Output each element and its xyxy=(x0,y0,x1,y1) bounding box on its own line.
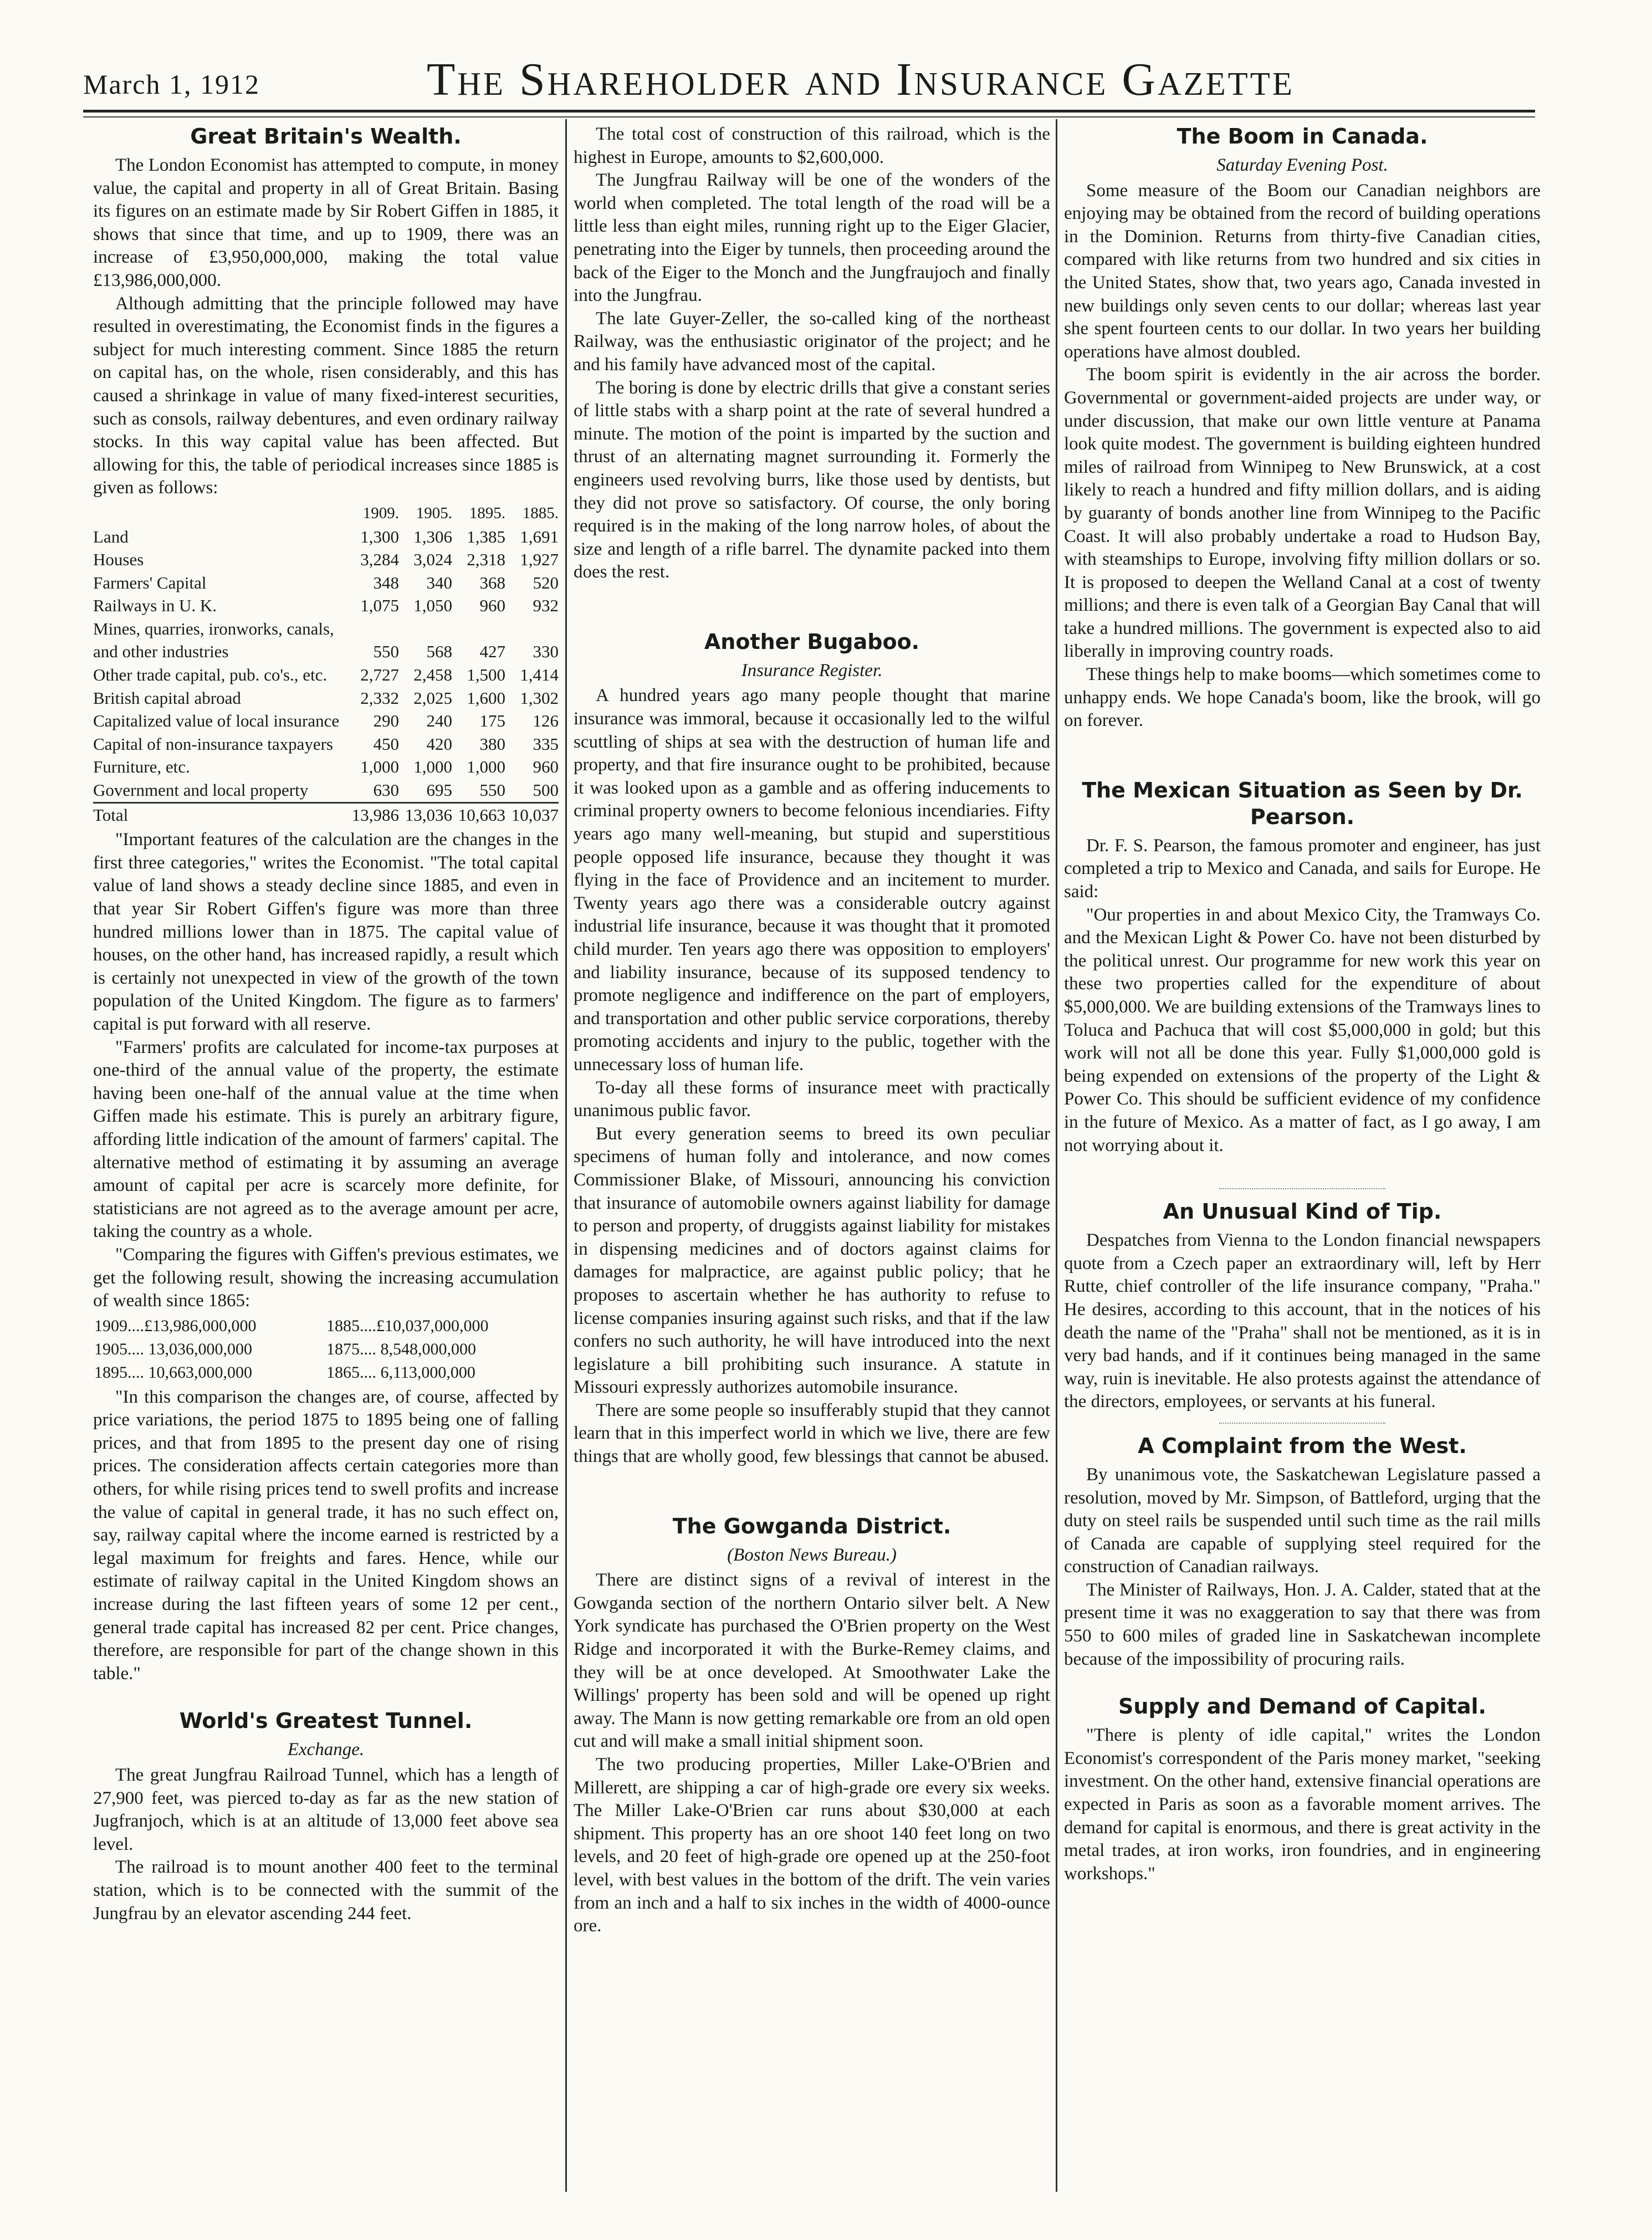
cell: 960 xyxy=(479,596,505,616)
cell: 1,302 xyxy=(520,688,559,708)
year-header: 1905. xyxy=(416,504,452,522)
year-header: 1909. xyxy=(362,504,399,522)
newspaper-title: The Shareholder and Insurance Gazette xyxy=(427,54,1295,105)
article-title-great-britains-wealth: Great Britain's Wealth. xyxy=(190,124,462,149)
cell: 1,306 xyxy=(413,526,452,546)
table-row xyxy=(94,1338,558,1361)
table-total-row xyxy=(93,802,559,826)
table-row xyxy=(93,755,559,779)
paragraph: The boom spirit is evidently in the air across the border. Governmental or government-aided projects are under way, or under discussion, that make our own little venture at Panama look quite modest. The government is building eighteen hundred miles of railroad from Winnipeg to New Brunswick, at a cost likely to reach a hundred and fifty million dollars, and is aiding by guaranty of bonds another line from Winnipeg to the Pacific Coast. It will also probably undertake a road to Hudson Bay, with steamships to Europe, involving fifty million dollars or so. It is proposed to deepen the Welland Canal at a cost of twenty millions; and there is even talk of a Georgian Bay Canal that will take a hundred millions. The government is expected also to aid liberally in improving country roads. xyxy=(1064,365,1541,662)
year-header: 1895. xyxy=(469,504,505,522)
cell: 1,691 xyxy=(520,526,559,546)
year-header: 1885. xyxy=(522,504,559,522)
cell: 1905.... 13,036,000,000 xyxy=(94,1339,252,1358)
cell: 1885....£10,037,000,000 xyxy=(326,1316,489,1335)
article-source: Saturday Evening Post. xyxy=(1216,155,1388,175)
paragraph: The total cost of construction of this railroad, which is the highest in Europe, amounts to $2,600,000. xyxy=(574,124,1050,167)
article-title-gowganda-district: The Gowganda District. xyxy=(672,1513,952,1538)
cell: 1,500 xyxy=(467,665,505,685)
paragraph: "Important features of the calculation are the changes in the first three categories," writes the Economist. "The total capital value of land shows a steady decline since 1885, and even in that year Sir Robert Giffen's figure was more than three hundred millions lower than in 1875. The capital value of houses, on the other hand, has increased rapidly, a result which is certainly not unexpected in view of the growth of the town population of the United Kingdom. The figure as to farmers' capital is put forward with all reserve. xyxy=(93,830,559,1034)
article-title-unusual-kind-of-tip: An Unusual Kind of Tip. xyxy=(1163,1199,1442,1224)
masthead-rule-thin xyxy=(83,116,1535,117)
cell: 2,458 xyxy=(413,665,452,685)
row-label: Total xyxy=(93,802,346,826)
cell: 550 xyxy=(373,642,399,662)
cell: 240 xyxy=(426,711,452,731)
paragraph: To-day all these forms of insurance meet with practically unanimous public favor. xyxy=(574,1077,1050,1121)
row-label: British capital abroad xyxy=(93,688,241,708)
cell: 348 xyxy=(373,572,399,592)
cell: 520 xyxy=(533,572,559,592)
cell: 340 xyxy=(426,572,452,592)
issue-date: March 1, 1912 xyxy=(83,69,260,100)
cell: 1,050 xyxy=(413,596,452,616)
table-row xyxy=(93,779,559,802)
cell: 2,727 xyxy=(360,665,399,685)
cell: 450 xyxy=(373,734,399,754)
article-title-boom-in-canada: The Boom in Canada. xyxy=(1177,124,1428,149)
cell: 10,037 xyxy=(505,802,559,826)
cell: 1,000 xyxy=(413,757,452,777)
cell: 1,927 xyxy=(520,550,559,570)
column-1 xyxy=(93,123,559,1925)
masthead-rule xyxy=(83,110,1535,112)
article-source: (Boston News Bureau.) xyxy=(727,1545,897,1565)
paragraph: There are distinct signs of a revival of interest in the Gowganda section of the northern Ontario silver belt. A New York syndicate has purchased the O'Brien property on the West Ridge and incorporated it with the Burke-Remey claims, and they will be at once developed. At Smoothwater Lake the Willings' property has been sold and will be opened up right away. The Mann is now getting remarkable ore from an old open cut and will make a small initial shipment soon. xyxy=(574,1570,1050,1752)
row-label: Mines, quarries, ironworks, canals, and other industries xyxy=(93,618,334,662)
paragraph: The two producing properties, Miller Lake-O'Brien and Millerett, are shipping a car of high-grade ore every six weeks. The Miller Lake-O'Brien car runs about $30,000 at each shipment. This property has an ore shoot 140 feet long on two levels, and 20 feet of high-grade ore opened up at the 250-foot level, with best values in the bottom of the drift. The vein varies from an inch and a half to six inches in the width of 4000-ounce ore. xyxy=(574,1755,1050,1936)
table-row xyxy=(93,663,559,687)
table-row xyxy=(93,709,559,733)
paragraph: Dr. F. S. Pearson, the famous promoter and engineer, has just completed a trip to Mexico and Canada, and sails for Europe. He said: xyxy=(1064,835,1541,902)
cell: 1865.... 6,113,000,000 xyxy=(326,1363,475,1382)
cell: 330 xyxy=(533,642,559,662)
table-row xyxy=(93,525,559,549)
row-label: Capital of non-insurance taxpayers xyxy=(93,734,333,754)
cell: 1,000 xyxy=(360,757,399,777)
table-row xyxy=(93,594,559,617)
paragraph: The boring is done by electric drills that give a constant series of little stabs with a sharp point at the rate of several hundred a minute. The motion of the point is imparted by the suction and thrust of an alternating magnet surrounding it. Formerly the engineers used revolving burrs, like those used by dentists, but they did not prove so satisfactory. Of course, the only boring required is in the making of the long narrow holes, of about the size and length of a rifle barrel. The dynamite packed into them does the rest. xyxy=(574,377,1050,582)
article-title-supply-and-demand: Supply and Demand of Capital. xyxy=(1118,1694,1486,1719)
column-2 xyxy=(574,123,1050,1938)
cell: 2,025 xyxy=(413,688,452,708)
cell: 550 xyxy=(479,780,505,800)
row-label: Government and local property xyxy=(93,780,309,800)
article-source: Exchange. xyxy=(287,1740,365,1760)
article-title-another-bugaboo: Another Bugaboo. xyxy=(704,629,920,654)
cell: 335 xyxy=(533,734,559,754)
wealth-table xyxy=(93,502,559,826)
article-source: Insurance Register. xyxy=(741,660,883,681)
column-3 xyxy=(1064,123,1541,1885)
cell: 1,385 xyxy=(467,526,505,546)
cell: 1895.... 10,663,000,000 xyxy=(94,1363,252,1382)
paragraph: The London Economist has attempted to compute, in money value, the capital and property in all of Great Britain. Basing its figures on an estimate made by Sir Robert Giffen in 1885, it shows that since that time, and up to 1909, there was an increase of £3,950,000,000, making the total value £13,986,000,000. xyxy=(93,155,559,290)
section-separator xyxy=(1219,1423,1385,1424)
cell: 568 xyxy=(426,642,452,662)
paragraph: "In this comparison the changes are, of course, affected by price variations, the period 1875 to 1895 being one of falling prices, and that from 1895 to the present day one of rising prices. The consideration affects certain categories more than others, for while rising prices tend to swell profits and increase the value of capital in general trade, it has no such effect on, say, railway capital where the income earned is restricted by a legal maximum for freights and fares. Hence, while our estimate of railway capital in the United Kingdom shows an increase during the last fifteen years of some 12 per cent., general trade capital has increased 82 per cent. Price changes, therefore, are responsible for part of the change shown in this table." xyxy=(93,1387,559,1684)
paragraph: Despatches from Vienna to the London financial newspapers quote from a Czech paper an extraordinary will, left by Herr Rutte, chief controller of the life insurance company, "Praha." He desires, according to this account, that in the notices of his death the name of the "Praha" shall not be mentioned, as it is in very bad hands, and if it continues being managed in the same way, ruin is inevitable. He also protests against the attendance of the directors, employees, or servants at his funeral. xyxy=(1064,1230,1541,1412)
table-row xyxy=(93,571,559,595)
cell: 1,414 xyxy=(520,665,559,685)
section-separator xyxy=(1219,1188,1385,1189)
table-row xyxy=(93,687,559,710)
paragraph: By unanimous vote, the Saskatchewan Legislature passed a resolution, moved by Mr. Simpson, of Battleford, urging that the duty on steel rails be suspended until such time as the rail mills of Canada are capable of supplying steel required for the construction of Canadian railways. xyxy=(1064,1464,1541,1577)
article-title-complaint-from-west: A Complaint from the West. xyxy=(1138,1433,1467,1458)
cell: 3,284 xyxy=(360,550,399,570)
paragraph: "Our properties in and about Mexico City, the Tramways Co. and the Mexican Light & Power Co. have not been disturbed by the political unrest. Our programme for new work this year on these two properties called for the expenditure of about $5,000,000. We are building extensions of the Tramways lines to Toluca and Pachuca that will cost $5,000,000 in gold; but this work will not all be done this year. Fully $1,000,000 gold is being expended on extensions of the property of the Light & Power Co. This should be sufficient evidence of my confidence in the future of Mexico. As a matter of fact, as I go away, I am not worrying about it. xyxy=(1064,904,1541,1155)
row-label: Railways in U. K. xyxy=(93,596,217,616)
table-row xyxy=(93,548,559,571)
paragraph: But every generation seems to breed its own peculiar specimens of human folly and intolerance, and now comes Commissioner Blake, of Missouri, announcing his conviction that insurance of automobile owners against liability for damage to person and property, of druggists against liability for mistakes in dispensing medicines and of doctors against claims for damages for malpractice, are against public policy; that he proposes to ascertain whether he has authority to refuse to license companies insuring against such risks, and that if the law confers no such authority, he will have introduced into the next legislature a bill prohibiting such insurance. A statute in Missouri expressly authorizes automobile insurance. xyxy=(574,1123,1050,1398)
paragraph: Although admitting that the principle followed may have resulted in overestimating, the Economist finds in the figures a subject for much interesting comment. Since 1885 the return on capital has, on the whole, risen considerably, and this has caused a shrinkage in value of many fixed-interest securities, such as consols, railway debentures, and even ordinary railway stocks. In this way capital value has been affected. But allowing for this, the table of periodical increases since 1885 is given as follows: xyxy=(93,293,559,498)
row-label: Other trade capital, pub. co's., etc. xyxy=(93,665,328,685)
cell: 2,318 xyxy=(467,550,505,570)
cell: 175 xyxy=(479,711,505,731)
row-label: Furniture, etc. xyxy=(93,757,190,777)
row-label: Land xyxy=(93,526,129,546)
cell: 1,600 xyxy=(467,688,505,708)
table-row xyxy=(94,1362,558,1384)
column-divider-2 xyxy=(1056,119,1057,2192)
paragraph: The railroad is to mount another 400 feet to the terminal station, which is to be connected with the summit of the Jungfrau by an elevator ascending 244 feet. xyxy=(93,1857,559,1924)
paragraph: The Minister of Railways, Hon. J. A. Calder, stated that at the present time it was no exaggeration to say that there was from 550 to 600 miles of graded line in Saskatchewan incomplete because of the impossibility of procuring rails. xyxy=(1064,1579,1541,1669)
paragraph: A hundred years ago many people thought that marine insurance was immoral, because it occasionally led to the wilful scuttling of ships at sea with the destruction of human life and property, and that fire insurance ought to be prohibited, because it was looked upon as a gamble and as offering inducements to criminal property owners to become felonious incendiaries. Fifty years ago many well-meaning, but stupid and superstitious people opposed life insurance, because they thought it was flying in the face of Providence and an incitement to murder. Twenty years ago there was a considerable outcry against industrial life insurance, because it was thought that it promoted child murder. Ten years ago there was opposition to employers' and liability insurance, because of its supposed tendency to promote negligence and indifference on the part of employers, and transportation and other public service corporations, thereby promoting accidents and injury to the public, together with the unnecessary loss of human life. xyxy=(574,686,1050,1075)
cell: 10,663 xyxy=(452,802,505,826)
cell: 13,036 xyxy=(399,802,452,826)
cell: 427 xyxy=(479,642,505,662)
paragraph: The great Jungfrau Railroad Tunnel, which has a length of 27,900 feet, was pierced to-day as far as the new station of Jugfranjoch, which is at an altitude of 13,000 feet above sea level. xyxy=(93,1765,559,1854)
cell: 13,986 xyxy=(346,802,399,826)
article-title-mexican-situation: The Mexican Situation as Seen by Dr. Pearson. xyxy=(1082,778,1523,829)
paragraph: The late Guyer-Zeller, the so-called king of the northeast Railway, was the enthusiastic originator of the project; and he and his family have advanced most of the capital. xyxy=(574,308,1050,375)
cell: 2,332 xyxy=(360,688,399,708)
row-label: Farmers' Capital xyxy=(93,572,207,592)
cell: 380 xyxy=(479,734,505,754)
paragraph: Some measure of the Boom our Canadian neighbors are enjoying may be obtained from the record of building operations in the Dominion. Returns from thirty-five Canadian cities, compared with like returns from two hundred and six cities in the United States, show that, two years ago, Canada invested in new buildings only seven cents to our dollar; whereas last year she spent fourteen cents to our dollar. In two years her building operations have almost doubled. xyxy=(1064,180,1541,362)
cell: 290 xyxy=(373,711,399,731)
cell: 500 xyxy=(533,780,559,800)
cell: 1,000 xyxy=(467,757,505,777)
masthead xyxy=(83,53,1535,108)
table-row xyxy=(94,1315,558,1337)
cell: 420 xyxy=(426,734,452,754)
row-label: Houses xyxy=(93,550,144,570)
table-header-row xyxy=(93,502,559,525)
cell: 126 xyxy=(533,711,559,731)
paragraph: "Farmers' profits are calculated for income-tax purposes at one-third of the annual value of the property, the estimate having been one-half of the annual value at the time when Giffen made his estimate. This is purely an arbitrary figure, affording little indication of the amount of farmers' capital. The alternative method of estimating it by assuming an average amount of capital per acre is scarcely more definite, for statisticians are not agreed as to the average amount per acre, taking the country as a whole. xyxy=(93,1037,559,1242)
cell: 3,024 xyxy=(413,550,452,570)
paragraph: There are some people so insufferably stupid that they cannot learn that in this imperfect world in which we live, there are few things that are wholly good, few blessings that cannot be abused. xyxy=(574,1400,1050,1467)
cell: 960 xyxy=(533,757,559,777)
comparison-table xyxy=(93,1314,559,1385)
cell: 368 xyxy=(479,572,505,592)
article-title-worlds-greatest-tunnel: World's Greatest Tunnel. xyxy=(179,1709,473,1733)
row-label: Capitalized value of local insurance xyxy=(93,711,340,731)
cell: 1875.... 8,548,000,000 xyxy=(326,1339,476,1358)
cell: 932 xyxy=(533,596,559,616)
cell: 695 xyxy=(426,780,452,800)
paragraph: "Comparing the figures with Giffen's previous estimates, we get the following result, showing the increasing accumulation of wealth since 1865: xyxy=(93,1244,559,1311)
table-row xyxy=(93,733,559,756)
cell: 1,075 xyxy=(360,596,399,616)
cell: 1909....£13,986,000,000 xyxy=(94,1316,257,1335)
table-row xyxy=(93,617,559,663)
cell: 1,300 xyxy=(360,526,399,546)
paragraph: "There is plenty of idle capital," writes the London Economist's correspondent of the Paris money market, "seeking investment. On the other hand, extensive financial operations are expected in Paris as soon as a favorable moment arrives. The demand for capital is enormous, and there is great activity in the metal trades, at iron works, iron foundries, and in engineering workshops." xyxy=(1064,1725,1541,1884)
paragraph: These things help to make booms—which sometimes come to unhappy ends. We hope Canada's boom, like the brook, will go on forever. xyxy=(1064,664,1541,731)
cell: 630 xyxy=(373,780,399,800)
column-divider-1 xyxy=(565,119,567,2192)
paragraph: The Jungfrau Railway will be one of the wonders of the world when completed. The total length of the road will be a little less than eight miles, running right up to the Eiger Glacier, penetrating into the Eiger by tunnels, then proceeding around the back of the Eiger to the Monch and the Jungfraujoch and finally into the Jungfrau. xyxy=(574,170,1050,306)
